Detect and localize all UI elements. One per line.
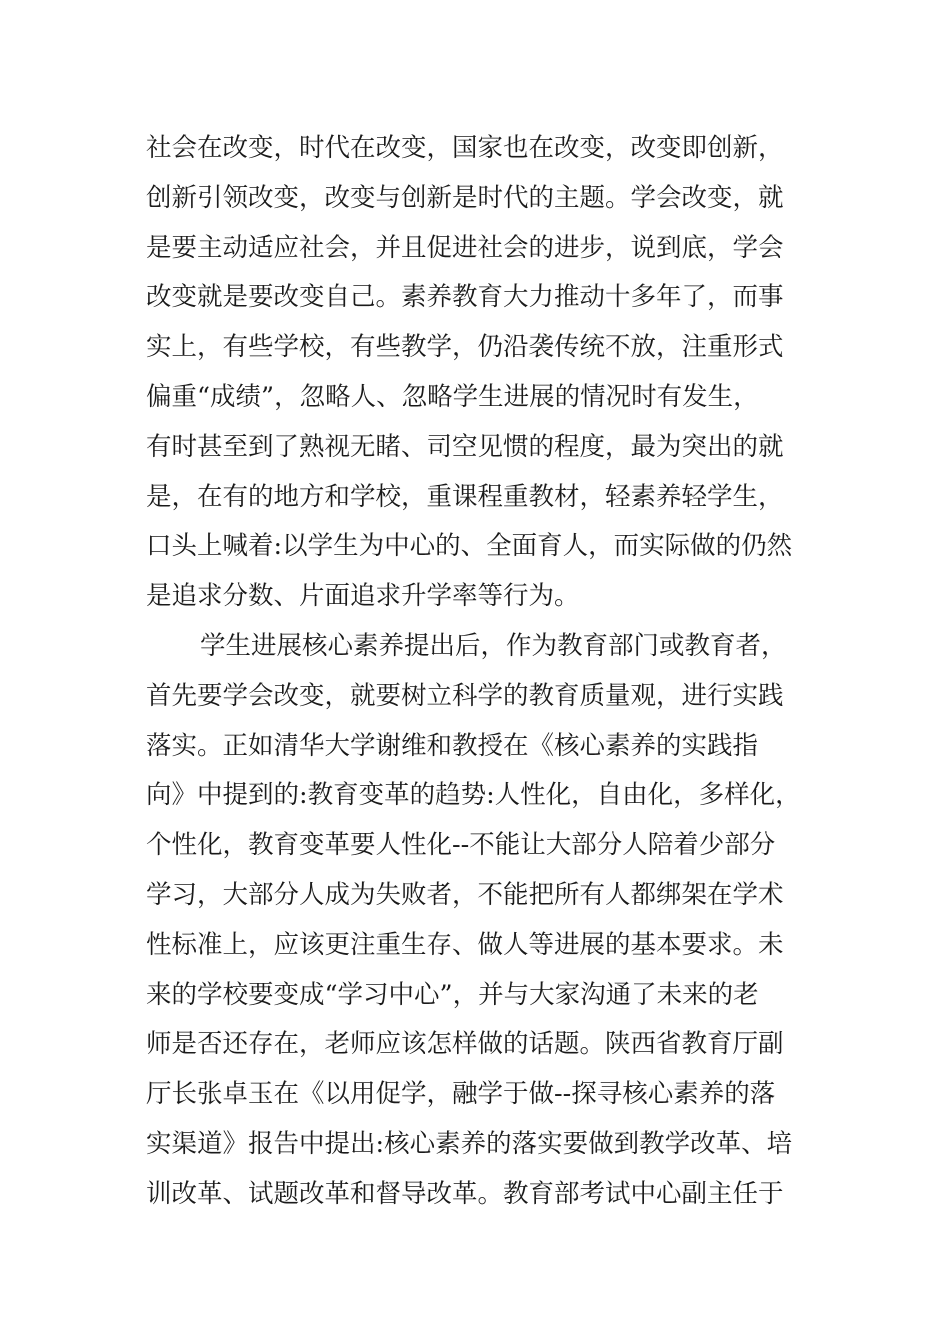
text-line: 是，在有的地方和学校，重课程重教材，轻素养轻学生， (146, 481, 784, 512)
text-line: 个性化，教育变革要人性化--不能让大部分人陪着少部分 (146, 830, 776, 861)
text-line: 师是否还存在，老师应该怎样做的话题。陕西省教育厅副 (146, 1029, 784, 1060)
text-line: 偏重“成绩”，忽略人、忽略学生进展的情况时有发生， (146, 381, 759, 412)
text-line: 实渠道》报告中提出:核心素养的落实要做到教学改革、培 (146, 1128, 793, 1159)
text-line: 厅长张卓玉在《以用促学，融学于做--探寻核心素养的落 (146, 1079, 776, 1110)
text-line: 口头上喊着:以学生为中心的、全面育人，而实际做的仍然 (146, 531, 793, 562)
text-line: 创新引领改变，改变与创新是时代的主题。学会改变，就 (146, 182, 784, 213)
text-line: 学习，大部分人成为失败者，不能把所有人都绑架在学术 (146, 879, 784, 910)
text-line: 是追求分数、片面追求升学率等行为。 (146, 581, 580, 612)
text-line: 社会在改变，时代在改变，国家也在改变，改变即创新， (146, 133, 784, 163)
text-line: 落实。正如清华大学谢维和教授在《核心素养的实践指 (146, 730, 759, 761)
text-line: 有时甚至到了熟视无睹、司空见惯的程度，最为突出的就 (146, 431, 784, 462)
text-line: 训改革、试题改革和督导改革。教育部考试中心副主任于 (146, 1178, 784, 1209)
text-line: 向》中提到的:教育变革的趋势:人性化，自由化，多样化， (146, 780, 801, 811)
text-line: 来的学校要变成“学习中心”，并与大家沟通了未来的老 (146, 979, 759, 1010)
paragraph-first-line: 学生进展核心素养提出后，作为教育部门或教育者， (200, 630, 787, 661)
text-line: 改变就是要改变自己。素养教育大力推动十多年了，而事 (146, 282, 784, 313)
body-text (146, 124, 816, 1220)
text-line: 实上，有些学校，有些教学，仍沿袭传统不放，注重形式 (146, 332, 784, 363)
text-line: 是要主动适应社会，并且促进社会的进步，说到底，学会 (146, 232, 784, 263)
text-line: 首先要学会改变，就要树立科学的教育质量观，进行实践 (146, 680, 784, 711)
text-line: 性标准上，应该更注重生存、做人等进展的基本要求。未 (146, 929, 784, 960)
